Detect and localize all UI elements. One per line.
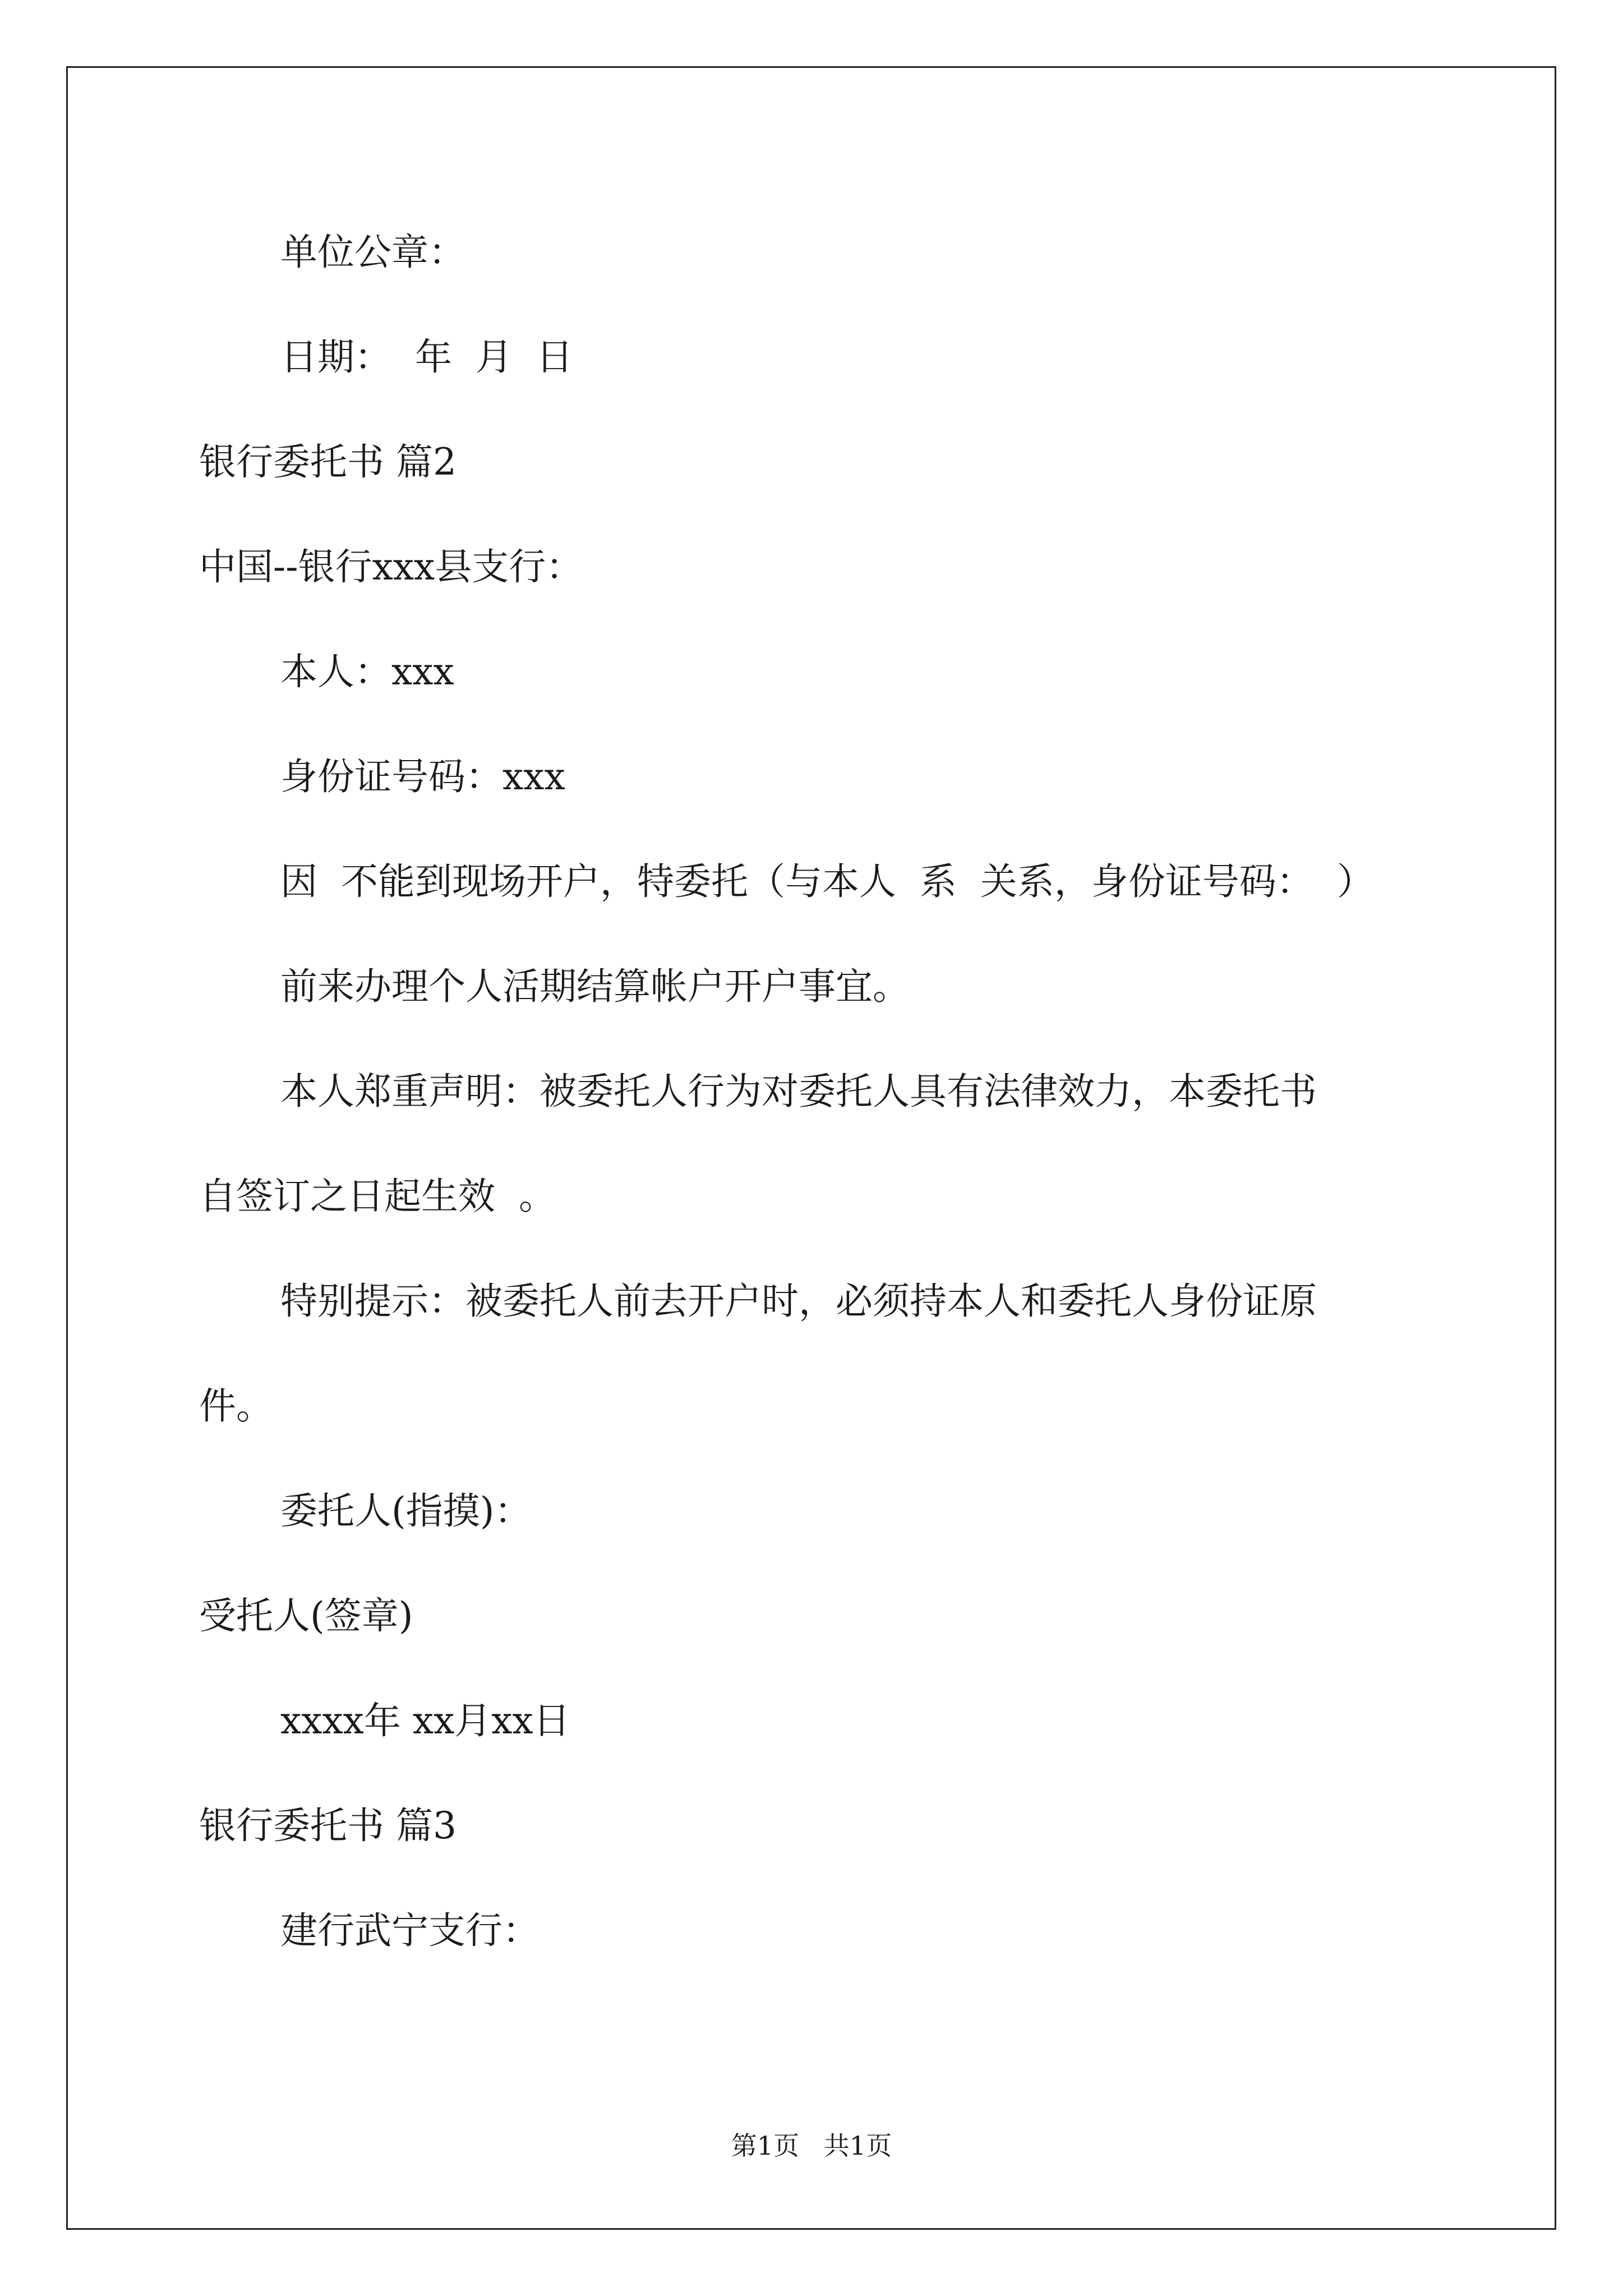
page-border xyxy=(66,66,1556,2230)
notice-line-1: 特别提示：被委托人前去开户时，必须持本人和委托人身份证原 xyxy=(280,1280,1317,1323)
addressee-line: 中国--银行xxx县支行： xyxy=(199,545,583,588)
notice-line-2: 件。 xyxy=(199,1384,273,1428)
principal-signature-line: 委托人(指摸)： xyxy=(280,1489,532,1533)
principal-line: 本人：xxx xyxy=(280,650,454,693)
agent-signature-line: 受托人(签章) xyxy=(199,1594,413,1637)
signing-date-line: xxxx年 xx月xx日 xyxy=(280,1699,570,1742)
section-heading-2: 银行委托书 篇2 xyxy=(199,440,457,484)
declaration-line-1: 本人郑重声明：被委托人行为对委托人具有法律效力，本委托书 xyxy=(280,1070,1317,1113)
page-footer: 第1页 共1页 xyxy=(731,2131,892,2161)
body-paragraph-1: 因 不能到现场开户，特委托（与本人 系 关系，身份证号码： ） xyxy=(280,860,1374,903)
body-paragraph-2: 前来办理个人活期结算帐户开户事宜。 xyxy=(280,965,910,1008)
seal-line: 单位公章： xyxy=(280,231,465,274)
section-heading-3: 银行委托书 篇3 xyxy=(199,1804,457,1847)
addressee-line-3: 建行武宁支行： xyxy=(280,1909,540,1952)
date-line: 日期： 年 月 日 xyxy=(280,335,573,379)
id-number-line: 身份证号码：xxx xyxy=(280,755,565,798)
declaration-line-2: 自签订之日起生效 。 xyxy=(199,1175,556,1218)
